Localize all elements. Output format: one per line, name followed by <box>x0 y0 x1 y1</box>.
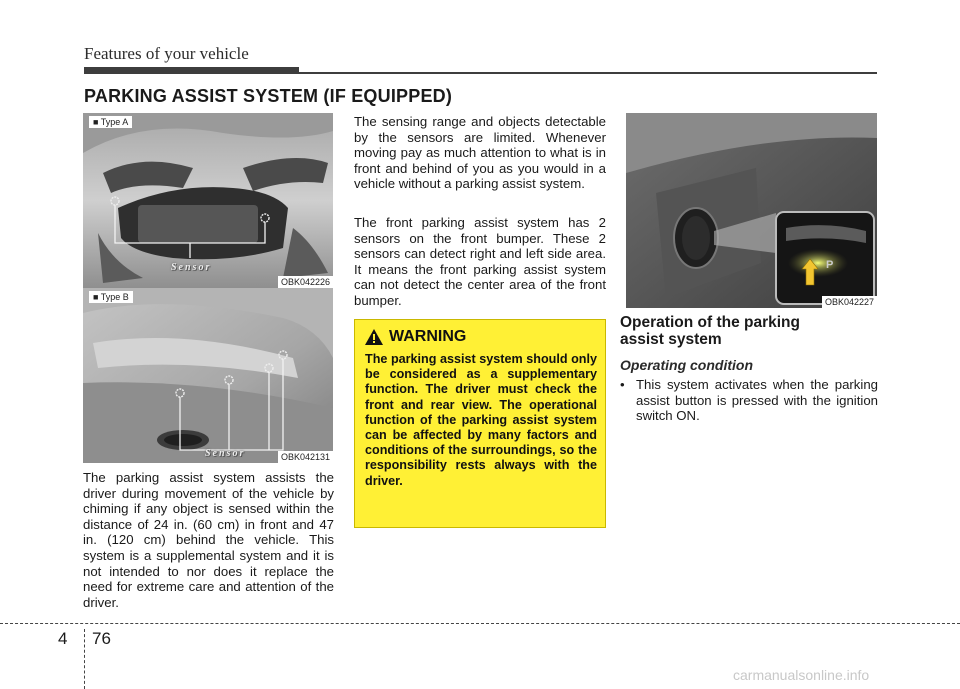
chapter-number: 4 <box>58 629 68 648</box>
sensing-range-paragraph: The sensing range and objects detectable by the sensors are limited. Whenever moving pay as much attention to what is in front and behind of you as you would in a vehicle without a parking assist system. <box>354 114 606 192</box>
figure-code-a: OBK042226 <box>278 276 333 288</box>
sensor-label-front: Sensor <box>171 262 212 273</box>
front-sensors-paragraph: The front parking assist system has 2 sensors on the front bumper. These 2 sensors can detect right and left side area. It means the front parking assist system can not detect the center area of the front bumper. <box>354 215 606 308</box>
sensor-label-rear: Sensor <box>205 448 246 459</box>
bullet-dot: • <box>620 377 625 392</box>
section-title: PARKING ASSIST SYSTEM (IF EQUIPPED) <box>84 86 453 106</box>
figure-type-a <box>83 113 333 288</box>
dashboard-illustration <box>626 113 877 308</box>
warning-header <box>365 328 597 346</box>
figure-code-b: OBK042131 <box>278 451 333 463</box>
warning-text: The parking assist system should only be considered as a supplementary function. The driver must check the front and rear view. The operational function of the parking assist system can be affected by many factors and conditions of the surroundings, so the responsibility rests always with the driver. <box>365 352 597 488</box>
footer-rule <box>0 623 960 624</box>
header-rule <box>84 72 877 74</box>
warning-box <box>354 319 606 528</box>
figure-type-b <box>83 288 333 463</box>
warning-title: WARNING <box>389 328 467 345</box>
figure-type-a-label: ■ Type A <box>89 116 132 128</box>
page-number: 76 <box>92 629 111 648</box>
operation-heading: Operation of the parking assist system <box>620 314 800 348</box>
intro-paragraph: The parking assist system assists the driver during movement of the vehicle by chiming if any object is sensed within the distance of 24 in. (60 cm) in front and 47 in. (120 cm) behind the vehicle. This system is a supplemental system and it is not intended to nor does it replace the need for extreme care and attention of the driver. <box>83 470 334 610</box>
warning-triangle-icon <box>365 329 383 345</box>
figure-parking-assist-button <box>626 113 877 308</box>
running-header: Features of your vehicle <box>84 44 249 63</box>
operating-condition-item <box>620 377 878 424</box>
svg-text:P: P <box>826 259 834 271</box>
operating-condition-text: This system activates when the parking assist button is pressed with the ignition switch ON. <box>636 377 878 424</box>
figure-type-b-label: ■ Type B <box>89 291 133 303</box>
rear-bumper-illustration <box>83 288 333 463</box>
watermark: carmanualsonline.info <box>733 667 870 683</box>
operating-condition-heading: Operating condition <box>620 357 753 373</box>
figure-code-dashboard: OBK042227 <box>822 296 877 308</box>
footer-divider <box>84 629 85 689</box>
